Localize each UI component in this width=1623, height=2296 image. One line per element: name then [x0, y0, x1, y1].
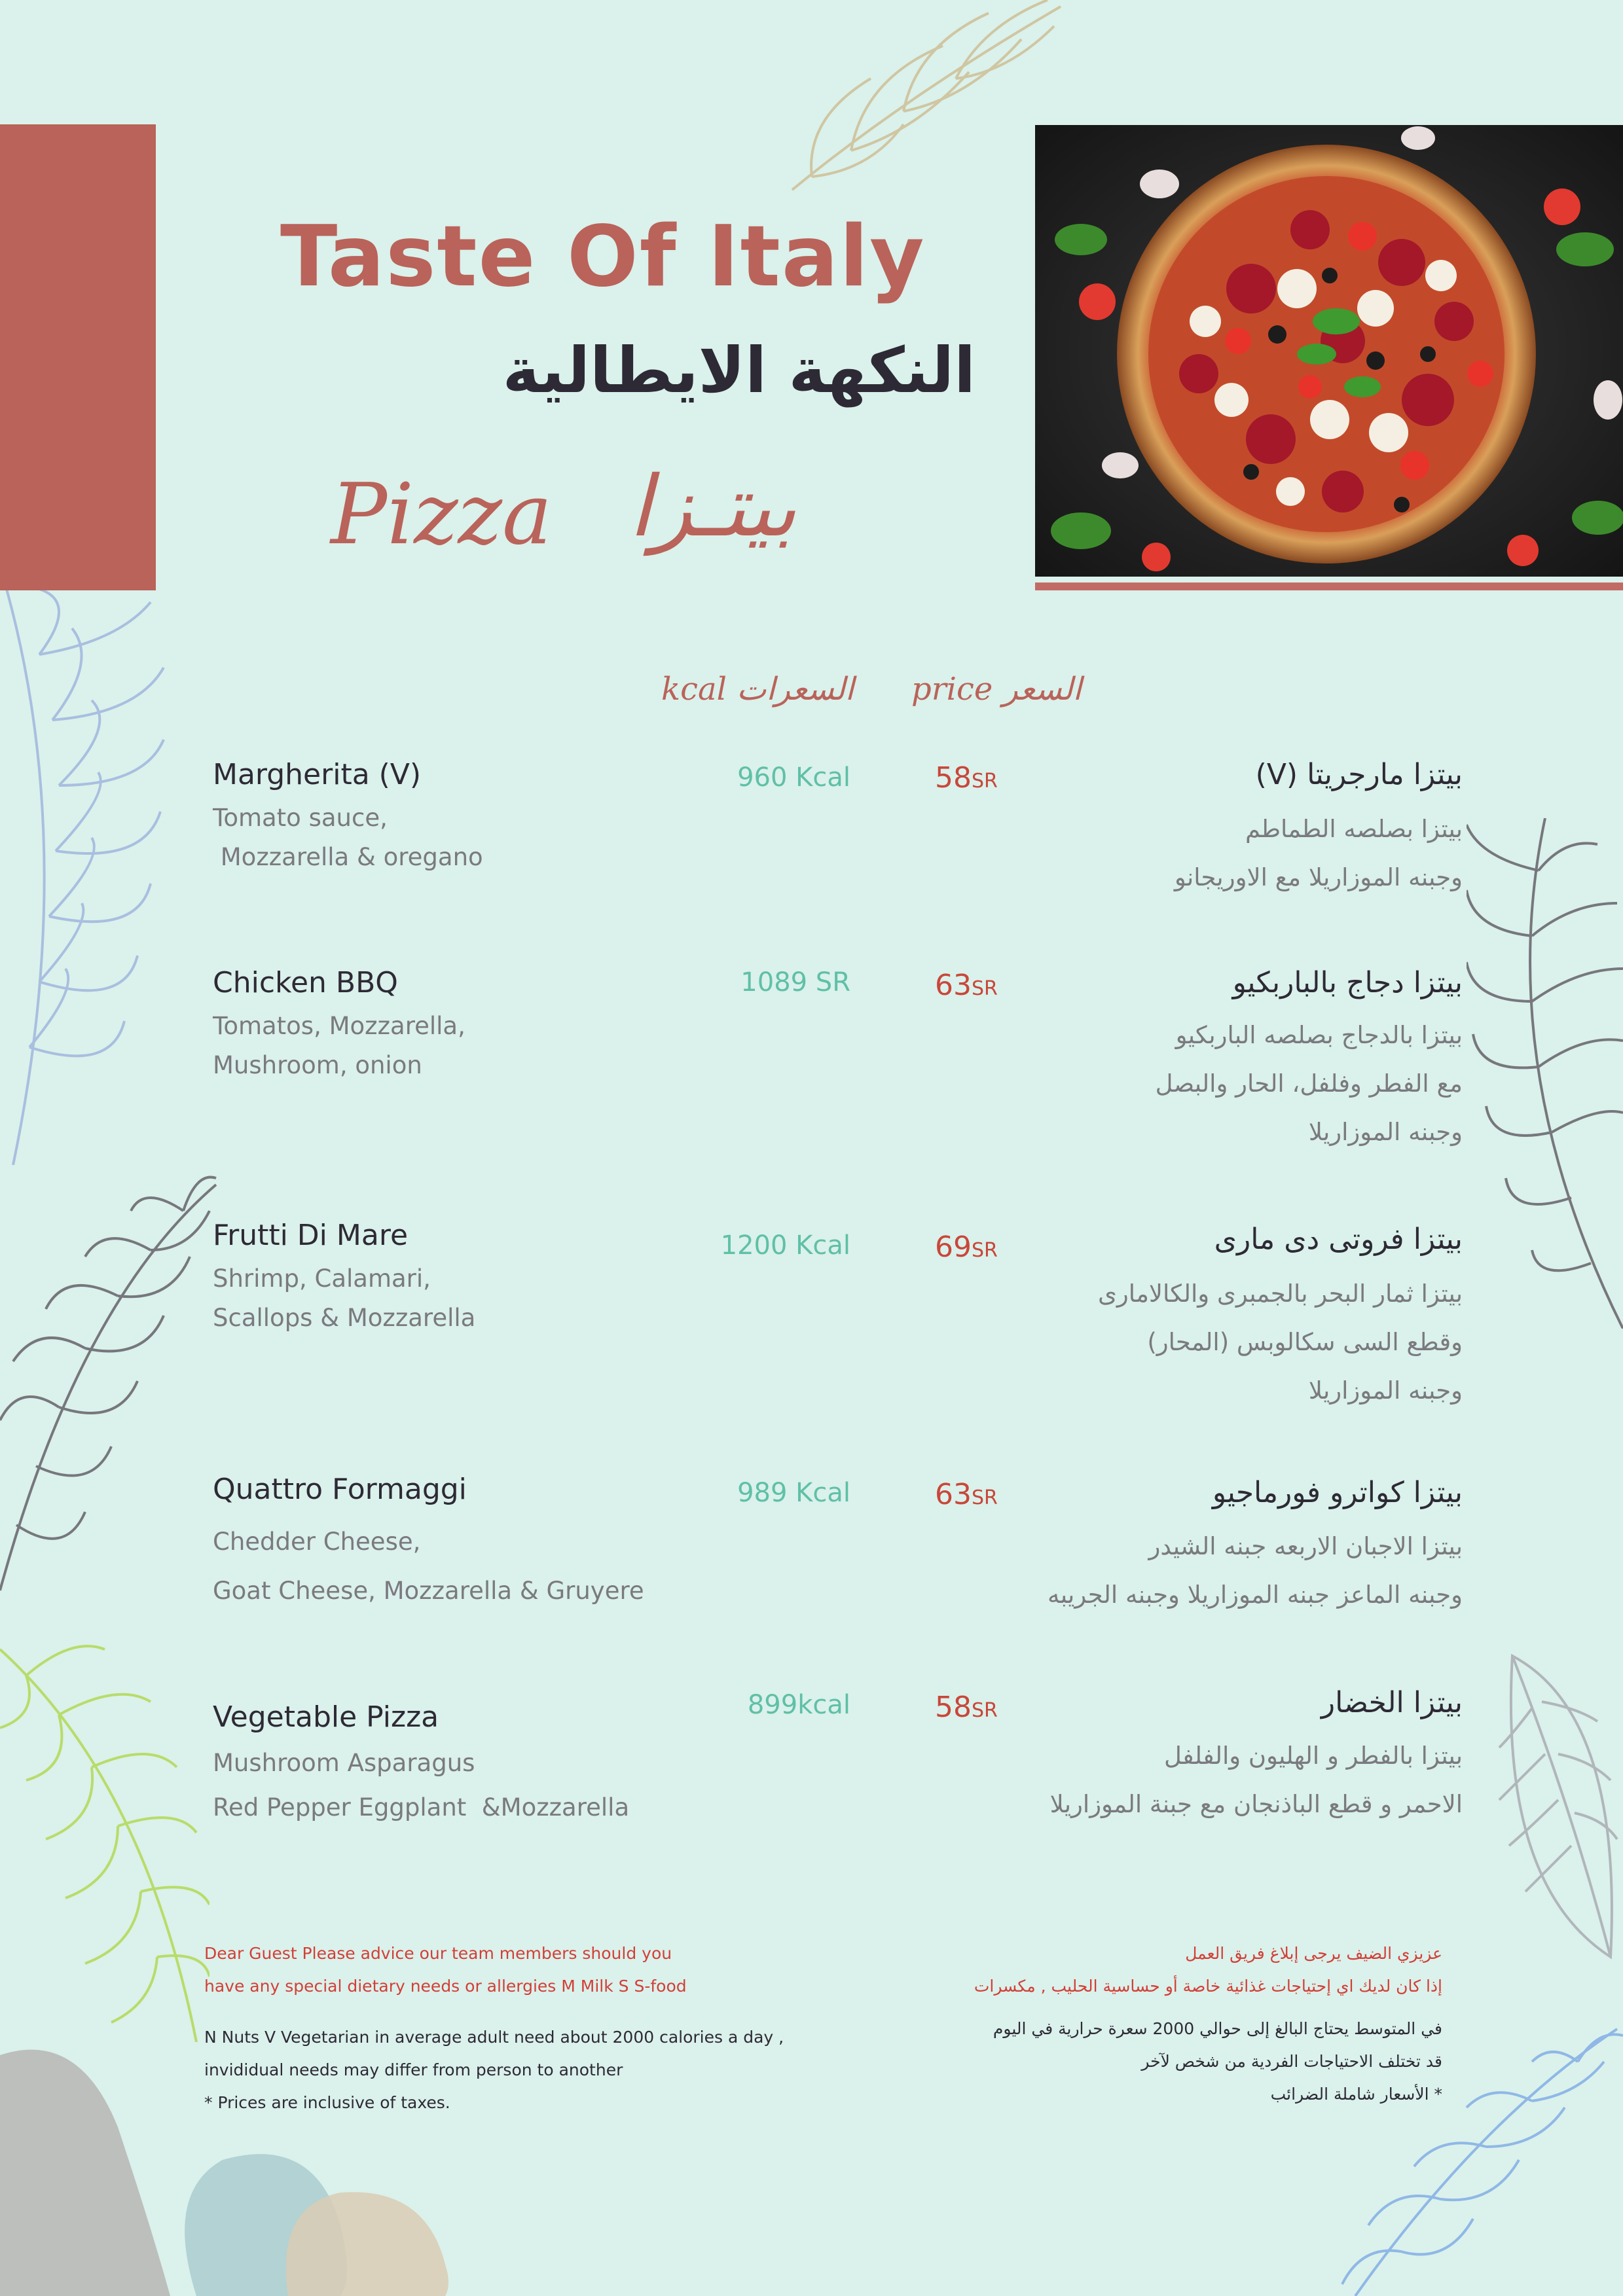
calorie-note-en: N Nuts V Vegetarian in average adult need about 2000 calories a day , invididual needs may differ from person to another * Prices are inclusive of taxes. — [204, 2028, 784, 2112]
item-name-en: Chicken BBQ — [213, 966, 398, 999]
subtitle-ar: بيتـزا — [629, 458, 797, 556]
item-kcal: 960 Kcal — [737, 762, 850, 793]
item-desc-ar: بيتزا ثمار البحر بالجمبرى والكالامارى وقطع السى سكالوبس (المحار) وجبنه الموزاريلا — [1097, 1280, 1463, 1405]
item-name-ar: بيتزا دجاج بالباربكيو — [1232, 966, 1463, 999]
item-desc-en: Chedder Cheese, Goat Cheese, Mozzarella & Gruyere — [213, 1528, 644, 1605]
pizza-photo — [1035, 125, 1623, 577]
leaf-top-icon — [773, 0, 1080, 196]
accent-block — [0, 124, 156, 590]
item-desc-ar: بيتزا بالفطر و الهليون والفلفل الاحمر و قطع الباذنجان مع جبنة الموزاريلا — [1049, 1742, 1463, 1818]
item-desc-ar: بيتزا الاجبان الاربعه جبنه الشيدر وجبنه الماعز جبنه الموزاريلا وجبنه الجريبه — [1048, 1532, 1463, 1609]
item-desc-ar: بيتزا بصلصه الطماطم وجبنه الموزاريلا مع الاوريجانو — [1174, 815, 1463, 891]
subtitle-en: Pizza — [331, 466, 553, 564]
item-name-en: Vegetable Pizza — [213, 1700, 439, 1734]
item-name-ar: بيتزا مارجريتا (V) — [1255, 758, 1463, 791]
item-name-ar: بيتزا الخضار — [1321, 1686, 1463, 1719]
calorie-note-ar: في المتوسط يحتاج البالغ إلى حوالي 2000 سعرة حرارية في اليوم قد تختلف الاحتياجات الفردية من شخص لآخر * الأسعار شاملة الضرائب — [993, 2019, 1442, 2104]
item-name-ar: بيتزا فروتى دى مارى — [1214, 1223, 1463, 1256]
item-price: 69SR — [935, 1230, 998, 1264]
item-kcal: 1089 SR — [740, 967, 850, 997]
item-kcal: 899kcal — [747, 1690, 850, 1720]
leaf-left-blue-icon — [0, 589, 170, 1165]
item-desc-en: Mushroom Asparagus Red Pepper Eggplant &Mozzarella — [213, 1749, 630, 1821]
item-desc-en: Shrimp, Calamari, Scallops & Mozzarella — [213, 1265, 476, 1332]
photo-underline — [1035, 583, 1623, 590]
leaf-right-gray-icon — [1467, 818, 1623, 1329]
leaf-left-green-icon — [0, 1636, 210, 2042]
allergy-note-ar: عزيزي الضيف يرجى إبلاغ فريق العمل إذا كان لديك اي إحتياجات غذائية خاصة أو حساسية الحليب , مكسرات — [974, 1944, 1442, 1996]
leaf-right-light-icon — [1473, 1649, 1623, 1964]
leaf-left-gray-icon — [0, 1172, 223, 1604]
item-kcal: 989 Kcal — [737, 1478, 850, 1508]
price-column-header: price السعر — [911, 671, 1082, 708]
item-name-ar: بيتزا كواترو فورماجيو — [1212, 1476, 1463, 1509]
item-name-en: Quattro Formaggi — [213, 1473, 467, 1506]
allergy-note-en: Dear Guest Please advice our team members should you have any special dietary needs or allergies M Milk S S-food — [204, 1944, 687, 1996]
item-name-en: Margherita (V) — [213, 758, 422, 791]
item-kcal: 1200 Kcal — [720, 1230, 850, 1261]
title-en: Taste Of Italy — [280, 208, 926, 306]
item-desc-ar: بيتزا بالدجاج بصلصه الباربكيو مع الفطر وفلفل، الحار والبصل وجبنه الموزاريلا — [1155, 1021, 1463, 1146]
item-price: 63SR — [935, 1478, 998, 1511]
title-ar: النكهة الايطالية — [502, 334, 976, 407]
kcal-column-header: kcal السعرات — [661, 671, 854, 708]
item-desc-en: Tomato sauce, Mozzarella & oregano — [213, 804, 483, 871]
item-name-en: Frutti Di Mare — [213, 1219, 409, 1252]
item-desc-en: Tomatos, Mozzarella, Mushroom, onion — [213, 1012, 465, 1079]
item-price: 58SR — [935, 761, 998, 795]
item-price: 58SR — [935, 1691, 998, 1724]
item-price: 63SR — [935, 969, 998, 1002]
